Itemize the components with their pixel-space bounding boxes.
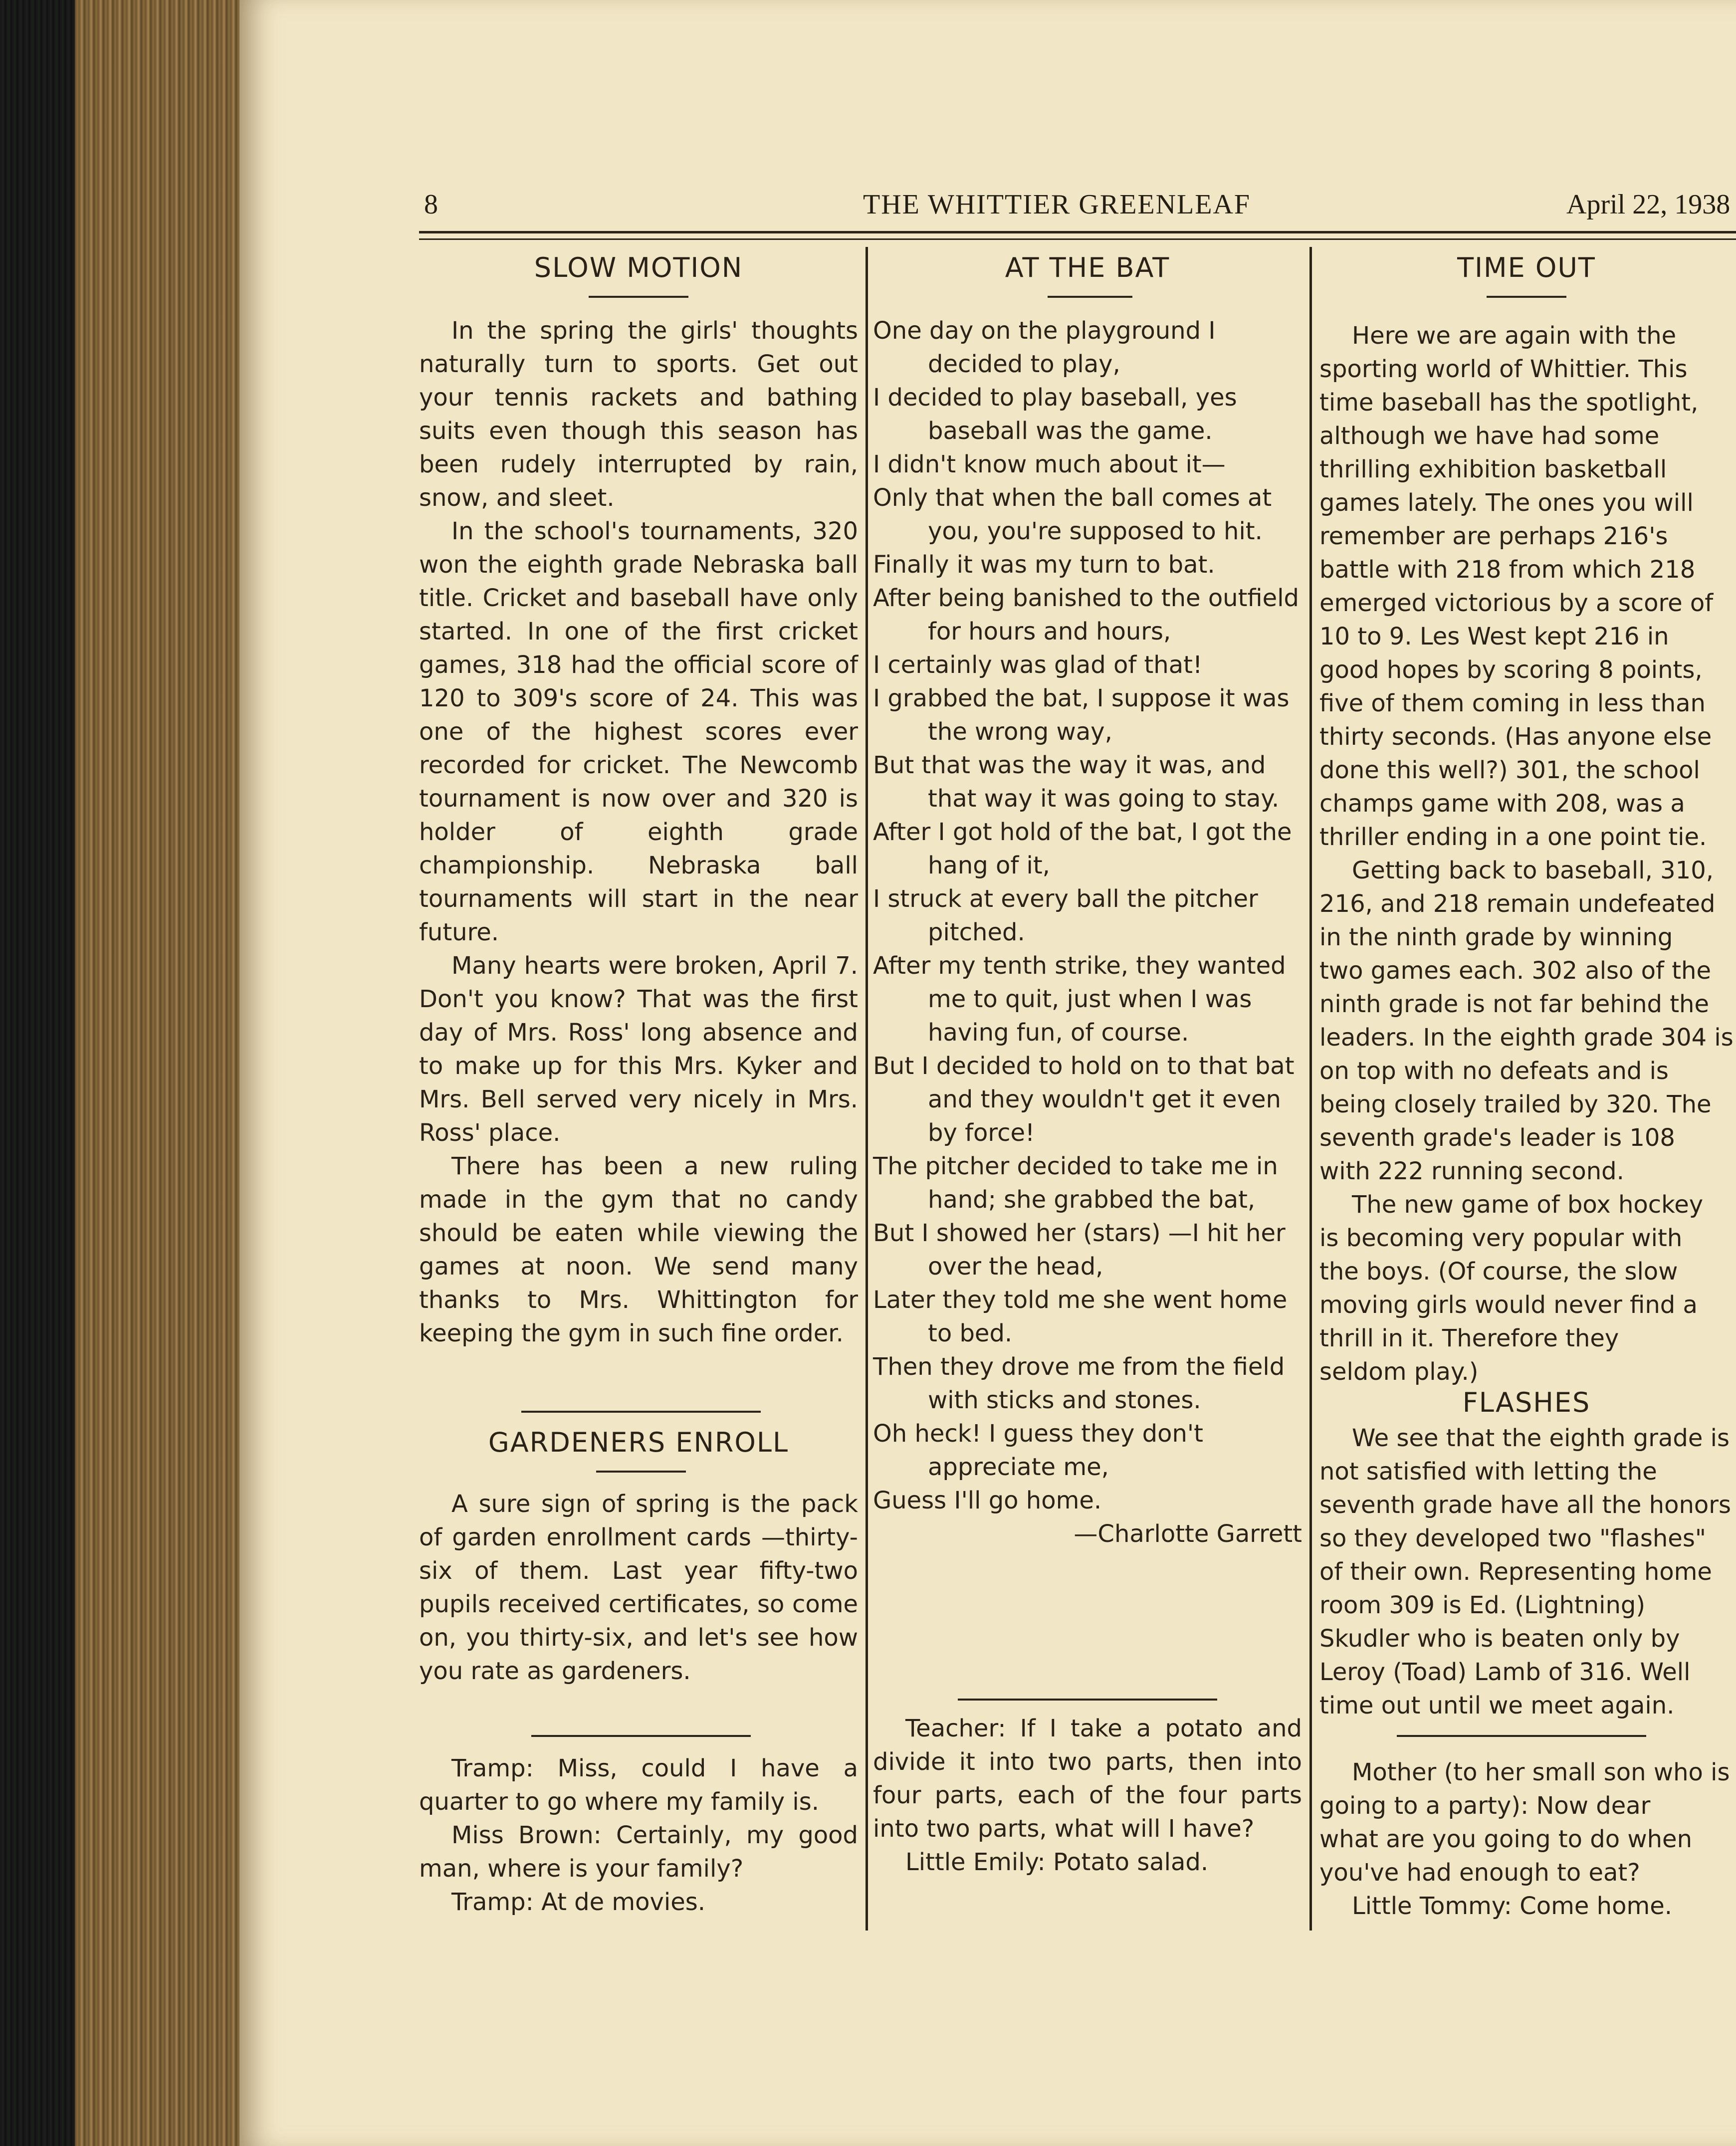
joke-line: going to a party): Now dear xyxy=(1319,1792,1651,1820)
joke-line: Little Tommy: Come home. xyxy=(1352,1892,1672,1920)
header-rule xyxy=(419,231,1736,233)
joke-line: Tramp: Miss, could I have a quarter to go where my family is. xyxy=(419,1754,858,1816)
poem-line: Later they told me she went home to bed. xyxy=(873,1286,1288,1347)
article-line: done this well?) 301, the school xyxy=(1319,756,1700,784)
article-line: champs game with 208, was a xyxy=(1319,790,1685,818)
article-paragraph: In the school's tournaments, 320 won the eighth grade Nebraska ball title. Cricket and baseball have only started. In one of the first cricket games, 318 had the official score of 120 to 309's score of 24. This was one of the highest scores ever recorded for cricket. The Newcomb tournament is now over and 320 is holder of eighth grade championship. Nebraska ball tournaments will start in the near future. xyxy=(419,517,858,946)
article-line: the boys. (Of course, the slow xyxy=(1319,1258,1678,1286)
poem-line: I struck at every ball the pitcher pitched. xyxy=(873,885,1258,946)
article-line: thirty seconds. (Has anyone else xyxy=(1319,723,1712,751)
article-line: battle with 218 from which 218 xyxy=(1319,556,1696,584)
article-paragraph: Many hearts were broken, April 7. Don't you know? That was the first day of Mrs. Ross' long absence and to make up for this Mrs. Kyker and Mrs. Bell served very nicely in Mrs. Ross' place. xyxy=(419,952,858,1147)
article-paragraph: In the spring the girls' thoughts naturally turn to sports. Get out your tennis rackets and bathing suits even though this season has been rudely interrupted by rain, snow, and sleet. xyxy=(419,317,858,512)
tommy-joke xyxy=(1319,1756,1736,1923)
poem-line: The pitcher decided to take me in hand; she grabbed the bat, xyxy=(873,1152,1278,1214)
article-line: two games each. 302 also of the xyxy=(1319,957,1711,985)
column-divider xyxy=(866,247,868,1931)
article-line: seventh grade's leader is 108 xyxy=(1319,1124,1675,1152)
article-line: with 222 running second. xyxy=(1319,1157,1624,1185)
article-line: time baseball has the spotlight, xyxy=(1319,389,1699,417)
article-line: remember are perhaps 216's xyxy=(1319,522,1668,550)
article-separator xyxy=(1397,1735,1646,1737)
article-line: ninth grade is not far behind the xyxy=(1319,990,1710,1018)
article-paragraph: A sure sign of spring is the pack of garden enrollment cards —thirty-six of them. Last year fifty-two pupils received certificates, so come on, you thirty-six, and let's see how you rate as gardeners. xyxy=(419,1490,858,1685)
poem-line: After being banished to the outfield for hours and hours, xyxy=(873,584,1299,645)
poem-line: I certainly was glad of that! xyxy=(873,651,1203,679)
article-line: good hopes by scoring 8 points, xyxy=(1319,656,1703,684)
article-line: emerged victorious by a score of xyxy=(1319,589,1714,617)
article-line: seldom play.) xyxy=(1319,1358,1479,1386)
joke-line: Little Emily: Potato salad. xyxy=(905,1848,1209,1876)
heading-underline xyxy=(1048,296,1132,298)
page-number: 8 xyxy=(424,189,438,220)
article-line: five of them coming in less than xyxy=(1319,689,1706,717)
masthead-title: THE WHITTIER GREENLEAF xyxy=(863,189,1251,220)
poem-line: But that was the way it was, and that way it was going to stay. xyxy=(873,751,1280,813)
heading-underline xyxy=(1487,296,1566,298)
newspaper-page xyxy=(239,0,1736,2146)
at-the-bat-heading: AT THE BAT xyxy=(1005,252,1170,283)
slow-motion-article xyxy=(419,314,858,1350)
poem-line: I didn't know much about it— xyxy=(873,450,1226,478)
time-out-heading: TIME OUT xyxy=(1457,252,1596,283)
article-paragraph: There has been a new ruling made in the gym that no candy should be eaten while viewing the games at noon. We send many thanks to Mrs. Whittington for keeping the gym in such fine order. xyxy=(419,1152,858,1347)
header-rule-thin xyxy=(419,238,1736,240)
poem-line: One day on the playground I decided to play, xyxy=(873,317,1216,378)
poem-line: Then they drove me from the field with sticks and stones. xyxy=(873,1353,1285,1414)
article-line: The new game of box hockey xyxy=(1352,1191,1704,1219)
poem-line: But I showed her (stars) —I hit her over the head, xyxy=(873,1219,1286,1281)
poem-line: Guess I'll go home. xyxy=(873,1487,1102,1514)
joke-line: Mother (to her small son who is xyxy=(1352,1758,1730,1786)
article-separator xyxy=(958,1699,1217,1701)
flashes-article xyxy=(1319,1422,1736,1722)
poem-line: After my tenth strike, they wanted me to quit, just when I was having fun, of course. xyxy=(873,952,1286,1047)
heading-underline xyxy=(589,296,688,298)
book-spine xyxy=(0,0,75,2146)
article-line: in the ninth grade by winning xyxy=(1319,923,1673,951)
poem-line: I decided to play baseball, yes baseball was the game. xyxy=(873,384,1237,445)
poem-line: Oh heck! I guess they don't appreciate me, xyxy=(873,1420,1203,1481)
article-line: time out until we meet again. xyxy=(1319,1692,1675,1719)
flashes-heading: FLASHES xyxy=(1462,1387,1591,1418)
article-line: 10 to 9. Les West kept 216 in xyxy=(1319,623,1669,650)
poem-line: Only that when the ball comes at you, you're supposed to hit. xyxy=(873,484,1272,545)
joke-line: you've had enough to eat? xyxy=(1319,1859,1640,1887)
article-line: games lately. The ones you will xyxy=(1319,489,1694,517)
gardeners-enroll-article xyxy=(419,1488,858,1688)
article-line: room 309 is Ed. (Lightning) xyxy=(1319,1591,1646,1619)
article-line: Getting back to baseball, 310, xyxy=(1352,857,1714,884)
gardeners-enroll-heading: GARDENERS ENROLL xyxy=(488,1427,789,1458)
potato-joke xyxy=(873,1712,1302,1879)
article-line: thriller ending in a one point tie. xyxy=(1319,823,1707,851)
article-line: on top with no defeats and is xyxy=(1319,1057,1669,1085)
article-line: moving girls would never find a xyxy=(1319,1291,1698,1319)
article-line: leaders. In the eighth grade 304 is xyxy=(1319,1024,1734,1052)
joke-line: Teacher: If I take a potato and divide it into two parts, then into four parts, each of the four parts into two parts, what will I have? xyxy=(873,1715,1302,1843)
heading-underline xyxy=(596,1471,686,1473)
joke-line: what are you going to do when xyxy=(1319,1825,1692,1853)
article-line: being closely trailed by 320. The xyxy=(1319,1090,1712,1118)
slow-motion-heading: SLOW MOTION xyxy=(534,252,743,283)
poem-line: I grabbed the bat, I suppose it was the wrong way, xyxy=(873,684,1290,746)
article-line: 216, and 218 remain undefeated xyxy=(1319,890,1716,918)
time-out-article xyxy=(1319,319,1736,1389)
poem-author: —Charlotte Garrett xyxy=(1074,1520,1302,1548)
article-line: is becoming very popular with xyxy=(1319,1224,1683,1252)
tramp-joke xyxy=(419,1752,858,1919)
article-line: thrill in it. Therefore they xyxy=(1319,1324,1619,1352)
poem-line: But I decided to hold on to that bat and they wouldn't get it even by force! xyxy=(873,1052,1295,1147)
article-line: although we have had some xyxy=(1319,422,1660,450)
at-the-bat-poem xyxy=(873,314,1302,1551)
article-line: Here we are again with the xyxy=(1352,322,1677,350)
poem-line: After I got hold of the bat, I got the hang of it, xyxy=(873,818,1292,879)
article-line: so they developed two "flashes" xyxy=(1319,1524,1706,1552)
article-line: not satisfied with letting the xyxy=(1319,1458,1657,1486)
article-line: Skudler who is beaten only by xyxy=(1319,1625,1680,1653)
article-separator xyxy=(531,1735,751,1737)
issue-date: April 22, 1938 xyxy=(1566,189,1731,220)
joke-line: Miss Brown: Certainly, my good man, where is your family? xyxy=(419,1821,858,1883)
joke-line: Tramp: At de movies. xyxy=(451,1888,706,1916)
article-line: thrilling exhibition basketball xyxy=(1319,455,1667,483)
article-line: of their own. Representing home xyxy=(1319,1558,1712,1586)
article-line: seventh grade have all the honors xyxy=(1319,1491,1731,1519)
article-line: Leroy (Toad) Lamb of 316. Well xyxy=(1319,1658,1691,1686)
article-separator xyxy=(521,1411,761,1413)
article-line: We see that the eighth grade is xyxy=(1352,1424,1730,1452)
poem-line: Finally it was my turn to bat. xyxy=(873,551,1215,579)
article-line: sporting world of Whittier. This xyxy=(1319,355,1688,383)
column-divider xyxy=(1309,247,1312,1931)
